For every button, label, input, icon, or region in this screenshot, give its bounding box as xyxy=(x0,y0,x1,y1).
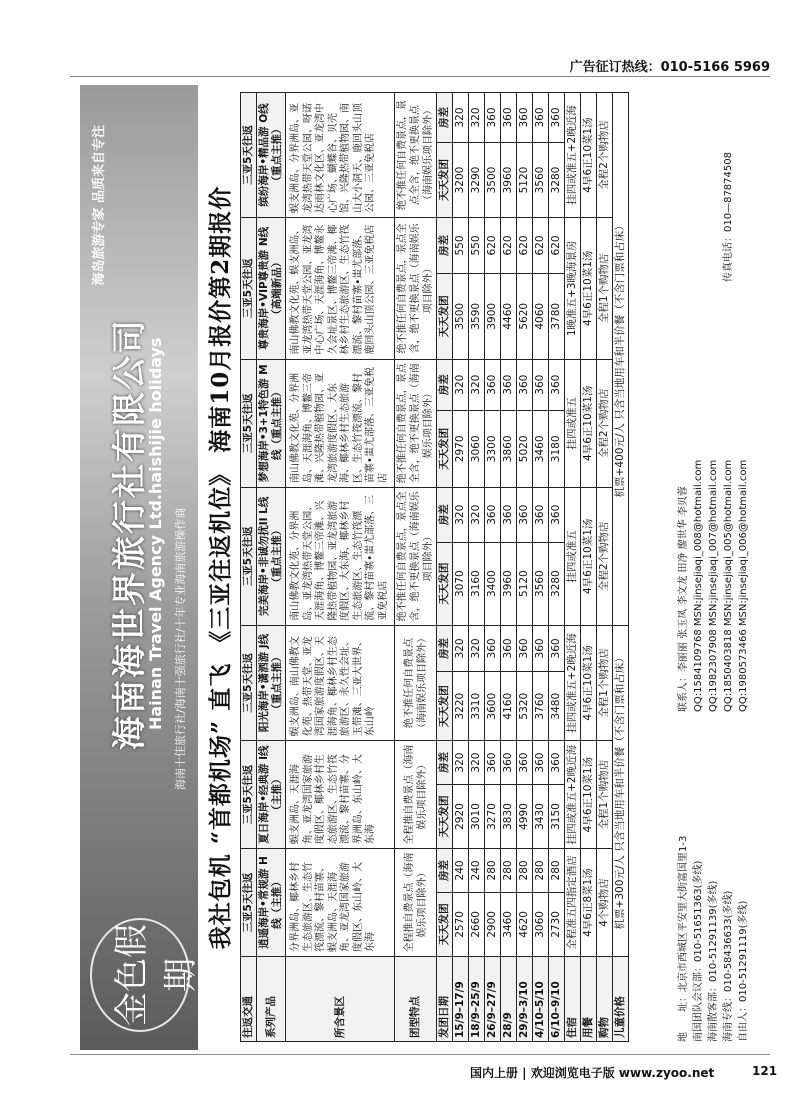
diff-header: 房差 xyxy=(437,487,453,542)
company-name-english: Hainan Travel Agency Ltd.haishijie holidays xyxy=(146,337,165,730)
price-cell: 3960 xyxy=(501,542,517,625)
route-shop: 全程1个购物店 xyxy=(597,218,613,360)
label-transport: 往返交通 xyxy=(241,957,257,1042)
price-header: 天天发团 xyxy=(437,542,453,625)
price-cell: 4620 xyxy=(517,892,533,956)
route-features: 绝不推任何自费景点，景点全含，绝不更换景点（海南娱乐项目除外） xyxy=(395,359,437,487)
label-child: 儿童价格 xyxy=(613,957,629,1042)
route-sites: 南山佛教文化苑、分界洲岛、亚龙湾热带天堂公园、天涯海角、博鳌三帝滩、兴隆热带植物园、亚龙湾旅游度假区、大东海、椰林乡村生态旅游区、生态竹筏漂流、黎村苗寨•蚩尤部落、三亚免税店 xyxy=(286,487,395,625)
label-sites: 所含景区 xyxy=(286,957,395,1042)
diff-cell: 280 xyxy=(485,849,501,893)
label-product: 系列产品 xyxy=(257,957,286,1042)
price-cell: 3310 xyxy=(469,672,485,741)
price-table xyxy=(240,92,629,1042)
label-hotel: 住宿 xyxy=(565,957,581,1042)
route-shop: 4个购物店 xyxy=(597,849,613,957)
diff-cell: 360 xyxy=(533,359,549,410)
logo-english: Golden holiday xyxy=(202,933,215,1017)
price-cell: 3300 xyxy=(485,410,501,487)
route-sites: 南山佛教文化苑、分界洲岛、天涯海角、博鳌三帝滩、兴隆热带植物园、亚龙湾旅游度假区、大东海、椰林乡村生态旅游区、生态竹筏漂流、黎村苗寨•蚩尤部落、三亚免税店 xyxy=(286,359,395,487)
diff-cell: 550 xyxy=(453,218,469,274)
diff-cell: 360 xyxy=(549,93,565,143)
price-header: 天天发团 xyxy=(437,143,453,218)
banner-tagline: 海岛旅游专家 品质来自专注 xyxy=(92,125,107,286)
contact-col-left xyxy=(676,836,751,1042)
diff-cell: 320 xyxy=(469,359,485,410)
footer-divider xyxy=(70,1054,770,1055)
label-shop: 购物 xyxy=(597,957,613,1042)
route-sites: 蜈支洲岛、南山佛教文化苑、热带天堂、亚龙湾国家旅游度假区、天涯海角、椰林乡村生态旅游区、永久性会址、玉带滩、三亚大世界、东山岭 xyxy=(286,625,395,740)
phone-hainan: 海南专线：010-58436633(多线) xyxy=(723,890,734,1042)
diff-cell: 620 xyxy=(549,218,565,274)
price-cell: 4160 xyxy=(501,672,517,741)
top-divider xyxy=(70,76,770,77)
price-cell: 3150 xyxy=(549,784,565,848)
price-cell: 3460 xyxy=(501,892,517,956)
contact-fax: 传真电话：010—87874508 xyxy=(723,152,734,282)
route-hotel: 1晚准五+3晚海景房 xyxy=(565,218,581,360)
route-product: 尊贵海岸•VIP尊贵游 N线（高端新品） xyxy=(257,218,286,360)
price-cell: 4990 xyxy=(517,784,533,848)
ad-hotline: 广告征订热线：010-5166 5969 xyxy=(569,60,770,75)
diff-header: 房差 xyxy=(437,625,453,671)
route-product: 逍遥海岸•常规游 H线（主推） xyxy=(257,849,286,957)
price-header: 天天发团 xyxy=(437,784,453,848)
price-cell: 3290 xyxy=(469,143,485,218)
route-shop: 全程1个购物店 xyxy=(597,741,613,849)
route-features: 绝不推任何自费景点，景点全含，绝不更换景点（海南娱乐项目除外） xyxy=(395,487,437,625)
row-shop xyxy=(597,93,613,1042)
price-cell: 3960 xyxy=(501,143,517,218)
route-features: 全程推自费景点（海南娱乐项目除外） xyxy=(395,741,437,849)
row-hotel xyxy=(565,93,581,1042)
price-cell: 3160 xyxy=(469,542,485,625)
diff-cell: 360 xyxy=(533,625,549,671)
contact-qq-3: QQ:1850403818 MSN:jinsejiaqi_005@hotmail.com xyxy=(723,459,734,712)
route-meal: 4早6正10菜1汤 xyxy=(581,218,597,360)
diff-cell: 320 xyxy=(453,625,469,671)
diff-cell: 320 xyxy=(453,93,469,143)
contact-people: 联系人：李丽丽 张玉凤 李文龙 田净 廖世华 李贝蓉 xyxy=(678,486,689,712)
price-cell: 3860 xyxy=(501,410,517,487)
route-hotel: 挂四或准五 xyxy=(565,359,581,487)
route-sites: 蜈支洲岛、分界洲岛、亚龙湾热带天堂公园、呀诺达雨林文化区、亚龙湾中心广场、蝴蝶谷、贝壳馆、兴隆热带植物园、南山大小洞天、鹿回头山顶公园、三亚免税店 xyxy=(286,93,395,218)
price-cell: 3560 xyxy=(533,542,549,625)
diff-cell: 320 xyxy=(453,359,469,410)
diff-header: 房差 xyxy=(437,741,453,785)
diff-header: 房差 xyxy=(437,93,453,143)
diff-cell: 280 xyxy=(533,849,549,893)
diff-cell: 320 xyxy=(469,625,485,671)
route-product: 夏日海岸•经典游 I线（主推） xyxy=(257,741,286,849)
price-cell: 2730 xyxy=(549,892,565,956)
page-title: 我社包机 “首都机场” 直飞 《三亚往返机位》 海南10月报价第2期报价 xyxy=(207,185,234,950)
diff-cell: 360 xyxy=(517,741,533,785)
route-features: 全程推自费景点（海南娱乐项目除外） xyxy=(395,849,437,957)
price-cell: 3280 xyxy=(549,542,565,625)
route-sites: 南山佛教文化苑、蜈支洲岛、亚龙湾热带天堂公园、亚龙湾中心广场、天涯海角、博鳌永久会址景区、博鳌三帝滩、椰林乡村生态旅游区、生态竹筏漂流、黎村苗寨•蚩尤部落、鹿回头山顶公园、三亚免税店 xyxy=(286,218,395,360)
route-product: 缤纷海岸•精品游 O线（重点主推） xyxy=(257,93,286,218)
route-meal: 4早6正10菜1汤 xyxy=(581,359,597,487)
route-transport: 三亚5天往返 xyxy=(241,359,257,487)
route-meal: 4早6正10菜1汤 xyxy=(581,741,597,849)
row-date xyxy=(549,93,565,1042)
date-cell: 29/9–3/10 xyxy=(517,957,533,1042)
date-cell: 28/9 xyxy=(501,957,517,1042)
diff-cell: 240 xyxy=(453,849,469,893)
price-cell: 3500 xyxy=(485,143,501,218)
diff-cell: 360 xyxy=(517,487,533,542)
row-date xyxy=(453,93,469,1042)
row-features xyxy=(395,93,437,1042)
diff-cell: 550 xyxy=(469,218,485,274)
contact-qq-1: QQ:1584109768 MSN:jinsejiaqi_008@hotmail.com xyxy=(693,459,704,712)
page-footer xyxy=(0,1046,800,1100)
diff-cell: 360 xyxy=(517,625,533,671)
diff-cell: 360 xyxy=(533,93,549,143)
company-subtitle: 海南十佳旅行社/海南十强旅行社/十年专业海南旅游操作商 xyxy=(174,507,187,790)
diff-header: 房差 xyxy=(437,359,453,410)
diff-cell: 360 xyxy=(549,741,565,785)
diff-cell: 360 xyxy=(485,625,501,671)
price-cell: 3070 xyxy=(453,542,469,625)
price-cell: 3430 xyxy=(533,784,549,848)
diff-cell: 360 xyxy=(549,487,565,542)
route-product: 完美海岸•非诚勿扰II L线（重点主推） xyxy=(257,487,286,625)
price-cell: 3400 xyxy=(485,542,501,625)
route-features: 绝不推任何自费景点（海南娱乐项目除外） xyxy=(395,625,437,740)
child-price-1: 机票+300元/人 只含当地用车和半价餐（不含门票和占床） xyxy=(613,625,629,956)
price-header: 天天发团 xyxy=(437,672,453,741)
diff-cell: 280 xyxy=(501,849,517,893)
price-cell: 2900 xyxy=(485,892,501,956)
route-transport: 三亚5天往返 xyxy=(241,741,257,849)
diff-cell: 320 xyxy=(469,93,485,143)
row-date xyxy=(501,93,517,1042)
diff-cell: 360 xyxy=(485,487,501,542)
price-cell: 5020 xyxy=(517,410,533,487)
price-header: 天天发团 xyxy=(437,410,453,487)
phone-free: 自由人：010-51291119(多线) xyxy=(738,900,749,1042)
price-header: 天天发团 xyxy=(437,892,453,956)
diff-cell: 320 xyxy=(469,741,485,785)
diff-cell: 360 xyxy=(501,625,517,671)
price-cell: 3200 xyxy=(453,143,469,218)
price-cell: 3600 xyxy=(485,672,501,741)
price-cell: 4460 xyxy=(501,274,517,360)
diff-cell: 320 xyxy=(469,487,485,542)
row-date xyxy=(533,93,549,1042)
contact-qq-2: QQ:1982307908 MSN:jinsejiaqi_007@hotmail.com xyxy=(708,459,719,712)
diff-cell: 360 xyxy=(533,741,549,785)
row-date xyxy=(485,93,501,1042)
price-cell: 3270 xyxy=(485,784,501,848)
route-shop: 全程2个购物店 xyxy=(597,93,613,218)
diff-cell: 620 xyxy=(517,218,533,274)
diff-cell: 360 xyxy=(501,741,517,785)
company-logo xyxy=(90,918,215,1032)
row-sites xyxy=(286,93,395,1042)
price-cell: 2970 xyxy=(453,410,469,487)
phone-group: 南国团队会议部：010-51651363(多线) xyxy=(693,860,704,1042)
price-cell: 3180 xyxy=(549,410,565,487)
diff-cell: 240 xyxy=(469,849,485,893)
route-sites: 蜈支洲岛、天涯海角、亚龙湾国家旅游度假区、椰林乡村生态旅游区、生态竹筏漂流、黎村苗寨、分界洲岛、东山岭、大东海 xyxy=(286,741,395,849)
diff-cell: 320 xyxy=(453,741,469,785)
price-cell: 3060 xyxy=(533,892,549,956)
route-meal: 4早6正8菜1汤 xyxy=(581,849,597,957)
price-cell: 3460 xyxy=(533,410,549,487)
price-header: 天天发团 xyxy=(437,274,453,360)
diff-cell: 360 xyxy=(549,625,565,671)
address: 地 址：北京市西城区平安里大街富国里1-3 xyxy=(678,835,689,1042)
price-cell: 3560 xyxy=(533,143,549,218)
diff-cell: 620 xyxy=(485,218,501,274)
diff-cell: 280 xyxy=(549,849,565,893)
date-cell: 6/10–9/10 xyxy=(549,957,565,1042)
row-transport xyxy=(241,93,257,1042)
price-cell: 3590 xyxy=(469,274,485,360)
diff-cell: 360 xyxy=(517,359,533,410)
route-meal: 4早6正10菜1汤 xyxy=(581,625,597,740)
route-shop: 全程1个购物店 xyxy=(597,625,613,740)
label-date: 发团日期 xyxy=(437,957,453,1042)
diff-cell: 320 xyxy=(453,487,469,542)
diff-cell: 360 xyxy=(485,359,501,410)
diff-header: 房差 xyxy=(437,849,453,893)
price-cell: 4060 xyxy=(533,274,549,360)
label-features: 团型特点 xyxy=(395,957,437,1042)
route-transport: 三亚5天往返 xyxy=(241,849,257,957)
route-meal: 4早6正10菜1汤 xyxy=(581,93,597,218)
route-transport: 三亚5天往返 xyxy=(241,218,257,360)
rotated-page xyxy=(80,85,770,1050)
price-cell: 3010 xyxy=(469,784,485,848)
price-cell: 3220 xyxy=(453,672,469,741)
route-hotel: 挂四或准五 xyxy=(565,487,581,625)
diff-cell: 360 xyxy=(549,359,565,410)
route-shop: 全程2个购物店 xyxy=(597,359,613,487)
diff-cell: 360 xyxy=(517,93,533,143)
price-cell: 3900 xyxy=(485,274,501,360)
route-meal: 4早6正10菜1汤 xyxy=(581,487,597,625)
diff-header: 房差 xyxy=(437,218,453,274)
price-cell: 3060 xyxy=(469,410,485,487)
diff-cell: 620 xyxy=(533,218,549,274)
price-cell: 2570 xyxy=(453,892,469,956)
price-cell: 5320 xyxy=(517,672,533,741)
price-cell: 3500 xyxy=(453,274,469,360)
route-hotel: 全程准五四指定酒店 xyxy=(565,849,581,957)
route-features: 绝不推任何自费景点，景点全含，绝不更换景点（海南娱乐项目除外） xyxy=(395,93,437,218)
price-cell: 3830 xyxy=(501,784,517,848)
row-child xyxy=(613,93,629,1042)
diff-cell: 360 xyxy=(501,93,517,143)
date-cell: 4/10–5/10 xyxy=(533,957,549,1042)
price-cell: 2920 xyxy=(453,784,469,848)
diff-cell: 360 xyxy=(485,741,501,785)
phone-sanke: 海南散客部：010-51291139(多线) xyxy=(708,880,719,1042)
child-price-2: 机票+400元/人 只含当地用车和半价餐（不含门票和占床） xyxy=(613,93,629,626)
price-cell: 3480 xyxy=(549,672,565,741)
route-transport: 三亚5天往返 xyxy=(241,487,257,625)
route-hotel: 挂四或准五+2晚近海 xyxy=(565,93,581,218)
rotated-content xyxy=(80,85,770,1050)
label-meal: 用餐 xyxy=(581,957,597,1042)
date-cell: 26/9–27/9 xyxy=(485,957,501,1042)
footer-text: 国内上册 | 欢迎浏览电子版 www.zyoo.net xyxy=(470,1066,715,1080)
price-cell: 5620 xyxy=(517,274,533,360)
route-hotel: 挂四或准五+2晚近海 xyxy=(565,741,581,849)
price-cell: 3280 xyxy=(549,143,565,218)
diff-cell: 280 xyxy=(517,849,533,893)
route-shop: 全程2个购物店 xyxy=(597,487,613,625)
row-date xyxy=(469,93,485,1042)
route-features: 绝不推任何自费景点，景点全含，绝不更换景点（海南娱乐项目除外） xyxy=(395,218,437,360)
page-number: 121 xyxy=(752,1064,778,1078)
diff-cell: 360 xyxy=(533,487,549,542)
date-cell: 18/9–25/9 xyxy=(469,957,485,1042)
price-cell: 5120 xyxy=(517,143,533,218)
price-cell: 2660 xyxy=(469,892,485,956)
price-cell: 3760 xyxy=(533,672,549,741)
diff-cell: 360 xyxy=(485,93,501,143)
diff-cell: 360 xyxy=(501,487,517,542)
route-transport: 三亚5天往返 xyxy=(241,625,257,740)
route-product: 阳光海岸•潇洒游 J线（重点主推） xyxy=(257,625,286,740)
row-product xyxy=(257,93,286,1042)
route-transport: 三亚5天往返 xyxy=(241,93,257,218)
contact-qq-4: QQ:1980573466 MSN:jinsejiaqi_006@hotmail.com xyxy=(738,459,749,712)
diff-cell: 620 xyxy=(501,218,517,274)
date-cell: 15/9–17/9 xyxy=(453,957,469,1042)
row-meal xyxy=(581,93,597,1042)
diff-cell: 360 xyxy=(501,359,517,410)
price-cell: 3780 xyxy=(549,274,565,360)
row-date xyxy=(517,93,533,1042)
route-hotel: 挂四或准五+2晚近海 xyxy=(565,625,581,740)
row-price-header xyxy=(437,93,453,1042)
company-banner xyxy=(80,85,215,1050)
route-product: 梦想海岸•3+1特色游 M线（重点主推） xyxy=(257,359,286,487)
company-name: 海南海世界旅行社有限公司 xyxy=(110,318,150,750)
contact-col-mid xyxy=(676,460,751,712)
price-cell: 5120 xyxy=(517,542,533,625)
logo-mark: 金色假期 xyxy=(112,924,201,1026)
route-sites: 分界洲岛、椰林乡村生态旅游区、生态竹筏漂流、黎村苗寨、蜈支洲岛、天涯海角、亚龙湾国家旅游度假区、东山岭、大东海 xyxy=(286,849,395,957)
